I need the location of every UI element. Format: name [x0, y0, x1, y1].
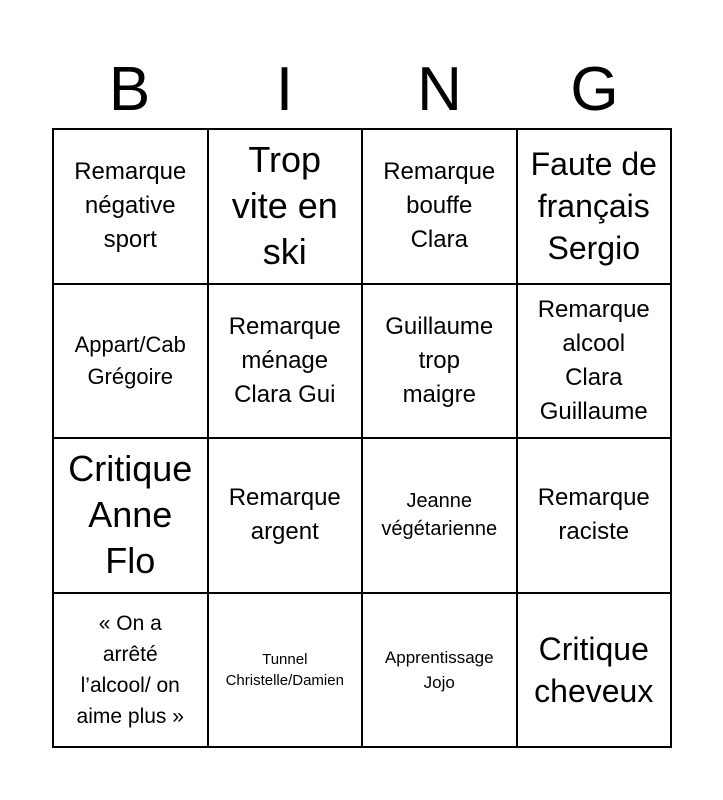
bingo-cell[interactable]	[518, 130, 673, 285]
bingo-cell[interactable]	[363, 285, 518, 440]
cell-text: « On a arrêté l’alcool/ on aime plus »	[76, 611, 184, 728]
bingo-cell[interactable]	[518, 285, 673, 440]
header-letter-b: B	[108, 55, 151, 124]
cell-text: Tunnel Christelle/Damien	[225, 650, 344, 689]
cell-text: Remarque alcool Clara Guillaume	[537, 295, 650, 425]
cell-text: Critique cheveux	[534, 630, 654, 709]
bingo-cell[interactable]	[518, 439, 673, 594]
cell-text: Guillaume trop maigre	[385, 312, 494, 408]
bingo-cell[interactable]	[209, 285, 364, 440]
bingo-cell[interactable]	[54, 285, 209, 440]
bingo-cell[interactable]	[363, 439, 518, 594]
header-letter-i: I	[275, 55, 294, 124]
cell-text: Remarque argent	[228, 484, 341, 546]
bingo-cell[interactable]	[54, 439, 209, 594]
cell-text: Remarque raciste	[537, 484, 650, 546]
cell-text: Appart/Cab Grégoire	[74, 331, 186, 389]
bingo-cell[interactable]	[363, 594, 518, 749]
bingo-cell[interactable]	[363, 130, 518, 285]
cell-text: Jeanne végétarienne	[381, 490, 498, 541]
cell-text: Critique Anne Flo	[68, 448, 193, 582]
bingo-cell[interactable]	[54, 130, 209, 285]
header-letter-n: N	[417, 55, 462, 124]
bingo-cell[interactable]	[209, 439, 364, 594]
cell-text: Remarque bouffe Clara	[383, 158, 496, 254]
bingo-cell[interactable]	[518, 594, 673, 749]
header-letter-g: G	[570, 55, 619, 124]
bingo-grid	[52, 128, 672, 748]
cell-text: Faute de français Sergio	[530, 146, 657, 267]
bingo-cell[interactable]	[54, 594, 209, 749]
cell-text: Remarque négative sport	[74, 158, 187, 254]
bingo-cell[interactable]	[209, 130, 364, 285]
bingo-header	[52, 52, 672, 128]
cell-text: Trop vite en ski	[231, 139, 338, 273]
cell-text: Apprentissage Jojo	[384, 647, 494, 692]
cell-text: Remarque ménage Clara Gui	[228, 312, 341, 408]
bingo-cell[interactable]	[209, 594, 364, 749]
